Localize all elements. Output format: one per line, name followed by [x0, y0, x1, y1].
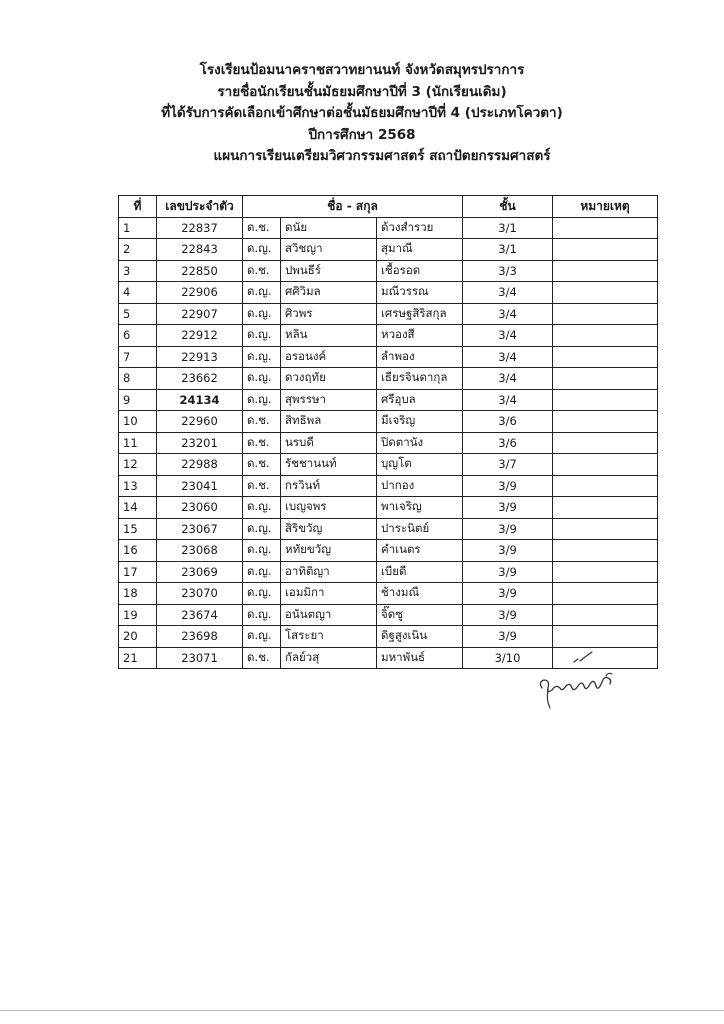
last-name: ช้างมณี — [377, 583, 463, 605]
student-id: 23067 — [157, 518, 243, 540]
row-number: 14 — [119, 497, 157, 519]
remark — [553, 454, 658, 476]
name-prefix: ด.ช. — [243, 411, 281, 433]
table-row — [119, 475, 658, 497]
remark — [553, 475, 658, 497]
row-number: 21 — [119, 647, 157, 669]
class-room: 3/6 — [463, 432, 553, 454]
student-id: 22837 — [157, 217, 243, 239]
row-number: 5 — [119, 303, 157, 325]
last-name: บุญโต — [377, 454, 463, 476]
last-name: เบียดี — [377, 561, 463, 583]
last-name: จิ๊ดซู — [377, 604, 463, 626]
last-name: มณีวรรณ — [377, 282, 463, 304]
row-number: 20 — [119, 626, 157, 648]
last-name: ลำพอง — [377, 346, 463, 368]
class-room: 3/1 — [463, 217, 553, 239]
table-row — [119, 260, 658, 282]
row-number: 6 — [119, 325, 157, 347]
row-number: 11 — [119, 432, 157, 454]
last-name: สุมาณี — [377, 239, 463, 261]
student-id: 22907 — [157, 303, 243, 325]
class-room: 3/7 — [463, 454, 553, 476]
first-name: อนันตญา — [281, 604, 377, 626]
table-row — [119, 282, 658, 304]
class-room: 3/9 — [463, 604, 553, 626]
remark — [553, 303, 658, 325]
table-row — [119, 518, 658, 540]
academic-year-line: ปีการศึกษา 2568 — [308, 126, 416, 143]
name-prefix: ด.ญ. — [243, 325, 281, 347]
first-name: กัลย์วสุ — [281, 647, 377, 669]
remark — [553, 411, 658, 433]
remark — [553, 540, 658, 562]
last-name: คำเนตร — [377, 540, 463, 562]
class-room: 3/9 — [463, 475, 553, 497]
class-room: 3/4 — [463, 303, 553, 325]
last-name: เชื้อรอด — [377, 260, 463, 282]
remark — [553, 282, 658, 304]
first-name: ศศิวิมล — [281, 282, 377, 304]
last-name: เศรษฐสิริสกุล — [377, 303, 463, 325]
student-id: 23674 — [157, 604, 243, 626]
student-roster-table — [118, 195, 658, 669]
remark — [553, 325, 658, 347]
class-room: 3/4 — [463, 368, 553, 390]
name-prefix: ด.ญ. — [243, 282, 281, 304]
row-number: 7 — [119, 346, 157, 368]
class-room: 3/9 — [463, 583, 553, 605]
school-name-line: โรงเรียนป้อมนาคราชสวาทยานนท์ จังหวัดสมุทรปราการ — [199, 62, 525, 78]
row-number: 16 — [119, 540, 157, 562]
table-row — [119, 454, 658, 476]
first-name: รัชชานนท์ — [281, 454, 377, 476]
remark — [553, 239, 658, 261]
selection-line: ที่ได้รับการคัดเลือกเข้าศึกษาต่อชั้นมัธยมศึกษาปีที่ 4 (ประเภทโควตา) — [161, 105, 563, 121]
first-name: ปพนธีร์ — [281, 260, 377, 282]
student-id: 22850 — [157, 260, 243, 282]
signature-icon — [536, 668, 624, 712]
remark — [553, 647, 658, 669]
row-number: 9 — [119, 389, 157, 411]
name-prefix: ด.ญ. — [243, 561, 281, 583]
row-number: 19 — [119, 604, 157, 626]
row-number: 15 — [119, 518, 157, 540]
name-prefix: ด.ช. — [243, 454, 281, 476]
header-id: เลขประจำตัว — [157, 196, 243, 218]
student-id: 22912 — [157, 325, 243, 347]
header-room: ชั้น — [463, 196, 553, 218]
table-header-row — [119, 196, 658, 218]
table-row — [119, 368, 658, 390]
remark — [553, 604, 658, 626]
name-prefix: ด.ช. — [243, 647, 281, 669]
name-prefix: ด.ช. — [243, 475, 281, 497]
student-id: 22843 — [157, 239, 243, 261]
last-name: มหาพันธ์ — [377, 647, 463, 669]
first-name: นรบดี — [281, 432, 377, 454]
last-name: พาเจริญ — [377, 497, 463, 519]
table-row — [119, 604, 658, 626]
name-prefix: ด.ญ. — [243, 583, 281, 605]
remark — [553, 346, 658, 368]
class-room: 3/9 — [463, 561, 553, 583]
first-name: ดวงฤทัย — [281, 368, 377, 390]
last-name: เธียรจินดากุล — [377, 368, 463, 390]
student-id: 23662 — [157, 368, 243, 390]
bottom-rule — [0, 1010, 724, 1011]
name-prefix: ด.ญ. — [243, 518, 281, 540]
row-number: 17 — [119, 561, 157, 583]
table-row — [119, 389, 658, 411]
last-name: ปิดตานัง — [377, 432, 463, 454]
first-name: สิทธิพล — [281, 411, 377, 433]
remark — [553, 561, 658, 583]
table-row — [119, 497, 658, 519]
class-room: 3/6 — [463, 411, 553, 433]
table-row — [119, 325, 658, 347]
remark — [553, 432, 658, 454]
first-name: เบญจพร — [281, 497, 377, 519]
first-name: กรวินท์ — [281, 475, 377, 497]
name-prefix: ด.ช. — [243, 260, 281, 282]
first-name: สวิชญา — [281, 239, 377, 261]
name-prefix: ด.ญ. — [243, 389, 281, 411]
name-prefix: ด.ช. — [243, 432, 281, 454]
name-prefix: ด.ญ. — [243, 626, 281, 648]
name-prefix: ด.ญ. — [243, 346, 281, 368]
table-row — [119, 346, 658, 368]
row-number: 12 — [119, 454, 157, 476]
last-name: หวองสี — [377, 325, 463, 347]
row-number: 2 — [119, 239, 157, 261]
name-prefix: ด.ญ. — [243, 497, 281, 519]
class-room: 3/4 — [463, 282, 553, 304]
class-room: 3/4 — [463, 325, 553, 347]
class-room: 3/4 — [463, 389, 553, 411]
table-row — [119, 626, 658, 648]
class-room: 3/9 — [463, 626, 553, 648]
student-id: 22960 — [157, 411, 243, 433]
student-id: 23070 — [157, 583, 243, 605]
row-number: 3 — [119, 260, 157, 282]
student-id: 23069 — [157, 561, 243, 583]
name-prefix: ด.ญ. — [243, 239, 281, 261]
last-name: มีเจริญ — [377, 411, 463, 433]
first-name: สิริขวัญ — [281, 518, 377, 540]
remark — [553, 518, 658, 540]
table-row — [119, 303, 658, 325]
first-name: อาทิติญา — [281, 561, 377, 583]
table-row — [119, 411, 658, 433]
remark — [553, 626, 658, 648]
row-number: 4 — [119, 282, 157, 304]
first-name: ดนัย — [281, 217, 377, 239]
remark — [553, 217, 658, 239]
remark — [553, 368, 658, 390]
remark — [553, 389, 658, 411]
checkmark-icon — [572, 650, 594, 664]
class-room: 3/3 — [463, 260, 553, 282]
student-id: 23068 — [157, 540, 243, 562]
class-room: 3/9 — [463, 540, 553, 562]
student-id: 22988 — [157, 454, 243, 476]
table-row — [119, 561, 658, 583]
remark — [553, 497, 658, 519]
name-prefix: ด.ช. — [243, 217, 281, 239]
student-id: 23060 — [157, 497, 243, 519]
table-row — [119, 432, 658, 454]
table-row — [119, 239, 658, 261]
remark — [553, 583, 658, 605]
header-no: ที่ — [119, 196, 157, 218]
class-room: 3/9 — [463, 497, 553, 519]
student-id: 23071 — [157, 647, 243, 669]
row-number: 10 — [119, 411, 157, 433]
table-row — [119, 540, 658, 562]
student-id: 23201 — [157, 432, 243, 454]
study-plan-line: แผนการเรียนเตรียมวิศวกรรมศาสตร์ สถาปัตยกรรมศาสตร์ — [213, 148, 551, 164]
student-id: 24134 — [157, 389, 243, 411]
table-row — [119, 583, 658, 605]
first-name: โสระยา — [281, 626, 377, 648]
row-number: 18 — [119, 583, 157, 605]
student-id: 23041 — [157, 475, 243, 497]
last-name: ศรีอุบล — [377, 389, 463, 411]
name-prefix: ด.ญ. — [243, 368, 281, 390]
student-id: 22913 — [157, 346, 243, 368]
last-name: ดิฐสูงเนิน — [377, 626, 463, 648]
class-room: 3/1 — [463, 239, 553, 261]
class-room: 3/10 — [463, 647, 553, 669]
document-header — [0, 60, 724, 168]
table-row — [119, 217, 658, 239]
row-number: 1 — [119, 217, 157, 239]
last-name: ปาระนิตย์ — [377, 518, 463, 540]
row-number: 13 — [119, 475, 157, 497]
header-note: หมายเหตุ — [553, 196, 658, 218]
name-prefix: ด.ญ. — [243, 303, 281, 325]
student-id: 23698 — [157, 626, 243, 648]
first-name: สุพรรษา — [281, 389, 377, 411]
name-prefix: ด.ญ. — [243, 540, 281, 562]
first-name: ศิวพร — [281, 303, 377, 325]
first-name: หทัยขวัญ — [281, 540, 377, 562]
row-number: 8 — [119, 368, 157, 390]
name-prefix: ด.ญ. — [243, 604, 281, 626]
first-name: อรอนงค์ — [281, 346, 377, 368]
first-name: หลิน — [281, 325, 377, 347]
last-name: ปากอง — [377, 475, 463, 497]
class-room: 3/4 — [463, 346, 553, 368]
last-name: ด้วงสำรวย — [377, 217, 463, 239]
first-name: เอมมิกา — [281, 583, 377, 605]
student-id: 22906 — [157, 282, 243, 304]
header-name: ชื่อ - สกุล — [243, 196, 463, 218]
class-room: 3/9 — [463, 518, 553, 540]
table-body — [119, 217, 658, 669]
list-title-line: รายชื่อนักเรียนชั้นมัธยมศึกษาปีที่ 3 (นักเรียนเดิม) — [217, 83, 507, 100]
remark — [553, 260, 658, 282]
